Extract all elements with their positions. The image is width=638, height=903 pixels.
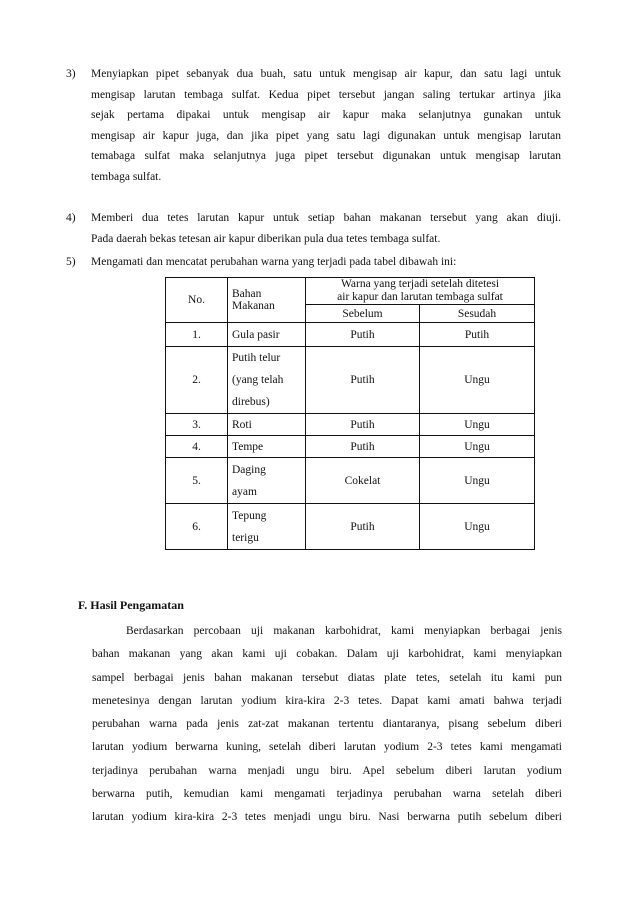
- cell-sebelum: Cokelat: [306, 458, 420, 504]
- step-text: [91, 208, 561, 249]
- text-line: berwarna putih, kemudian kami mengamati terjadinya perubahan warna setelah diberi: [92, 788, 562, 801]
- text-line: menetesinya dengan larutan yodium kira-kira 2-3 tetes. Dapat kami amati bahwa terjadi: [92, 694, 562, 707]
- cell-bahan-line: direbus): [232, 396, 270, 408]
- text-line: mengisap air kapur juga, dan jika pipet yang satu lagi digunakan untuk mengisap larutan: [91, 129, 561, 142]
- cell-sesudah: Ungu: [420, 458, 535, 504]
- header-bahan-line: Bahan: [232, 288, 262, 300]
- cell-bahan-line: Putih telur: [232, 352, 281, 364]
- section-heading: F. Hasil Pengamatan: [78, 598, 184, 612]
- cell-sesudah: Ungu: [420, 414, 535, 436]
- text-line: Pada daerah bekas tetesan air kapur diberikan pula dua tetes tembaga sulfat.: [91, 232, 441, 245]
- header-bahan-line: Makanan: [232, 300, 275, 312]
- table-row: [166, 323, 535, 347]
- cell-bahan-line: terigu: [232, 531, 259, 544]
- text-line: bahan makanan yang akan kami uji cobakan. Dalam uji karbohidrat, kami menyiapkan: [92, 648, 562, 661]
- table-row: [166, 436, 535, 458]
- table-header-row: [166, 278, 535, 305]
- step-number: 4): [66, 212, 76, 224]
- observation-table: [165, 277, 535, 550]
- cell-sebelum: Putih: [306, 414, 420, 436]
- text-line: larutan yodium kira-kira 2-3 tetes menjadi ungu biru. Nasi berwarna putih sebelum diberi: [92, 811, 562, 824]
- cell-bahan: Roti: [228, 414, 306, 436]
- cell-sebelum: Putih: [306, 323, 420, 347]
- cell-bahan-line: Daging: [232, 463, 266, 476]
- header-warna: [306, 278, 535, 305]
- text-line: perubahan warna pada jenis zat-zat makanan tertentu diantaranya, pisang sebelum diberi: [92, 718, 562, 731]
- step-text: [91, 252, 561, 273]
- header-sesudah: Sesudah: [420, 305, 535, 323]
- cell-no: 6.: [166, 504, 228, 550]
- cell-no: 4.: [166, 436, 228, 458]
- cell-sesudah: Ungu: [420, 504, 535, 550]
- cell-sesudah: Ungu: [420, 347, 535, 414]
- header-warna-line: air kapur dan larutan tembaga sulfat: [337, 291, 503, 303]
- cell-bahan: Tempe: [228, 436, 306, 458]
- text-line: temabaga sulfat maka selanjutnya juga pipet tersebut digunakan untuk mengisap larutan: [91, 150, 561, 163]
- cell-sebelum: Putih: [306, 436, 420, 458]
- cell-sebelum: Putih: [306, 347, 420, 414]
- cell-sesudah: Putih: [420, 323, 535, 347]
- table-row: [166, 458, 535, 504]
- cell-bahan: [228, 347, 306, 414]
- cell-no: 5.: [166, 458, 228, 504]
- text-line: Menyiapkan pipet sebanyak dua buah, satu untuk mengisap air kapur, dan satu lagi untuk: [91, 68, 561, 80]
- text-line: tembaga sulfat.: [91, 170, 162, 183]
- cell-bahan-line: ayam: [232, 485, 257, 498]
- cell-sebelum: Putih: [306, 504, 420, 550]
- header-no: No.: [166, 278, 228, 323]
- text-line: Mengamati dan mencatat perubahan warna yang terjadi pada tabel dibawah ini:: [91, 256, 457, 268]
- header-sebelum: Sebelum: [306, 305, 420, 323]
- cell-bahan: Gula pasir: [228, 323, 306, 347]
- text-line: sejak pertama dipakai untuk mengisap air kapur maka selanjutnya gunakan untuk: [91, 109, 561, 122]
- step-text: [91, 64, 561, 188]
- text-line: mengisap larutan tembaga sulfat. Kedua pipet tersebut jangan saling tertukar artinya jika: [91, 88, 561, 101]
- header-bahan: [228, 278, 306, 323]
- text-line: Memberi dua tetes larutan kapur untuk setiap bahan makanan tersebut yang akan diuji.: [91, 212, 561, 224]
- table-row: [166, 347, 535, 414]
- section-paragraph: [92, 620, 562, 830]
- cell-no: 3.: [166, 414, 228, 436]
- cell-bahan: [228, 504, 306, 550]
- cell-no: 1.: [166, 323, 228, 347]
- cell-no: 2.: [166, 347, 228, 414]
- table-row: [166, 414, 535, 436]
- cell-bahan-line: Tepung: [232, 509, 267, 522]
- step-number: 3): [66, 68, 76, 80]
- step-number: 5): [66, 256, 76, 268]
- header-warna-line: Warna yang terjadi setelah ditetesi: [340, 278, 500, 290]
- cell-bahan-line: (yang telah: [232, 374, 284, 386]
- text-line: sampel berbagai jenis bahan makanan tersebut diatas plate tetes, setelah itu kami pun: [92, 671, 562, 684]
- text-line: Berdasarkan percobaan uji makanan karbohidrat, kami menyiapkan berbagai jenis: [126, 625, 562, 637]
- table-row: [166, 504, 535, 550]
- cell-sesudah: Ungu: [420, 436, 535, 458]
- cell-bahan: [228, 458, 306, 504]
- text-line: larutan yodium berwarna kuning, setelah diberi larutan yodium 2-3 tetes kami mengamati: [92, 741, 562, 754]
- text-line: terjadinya perubahan warna menjadi ungu biru. Apel sebelum diberi larutan yodium: [92, 764, 562, 777]
